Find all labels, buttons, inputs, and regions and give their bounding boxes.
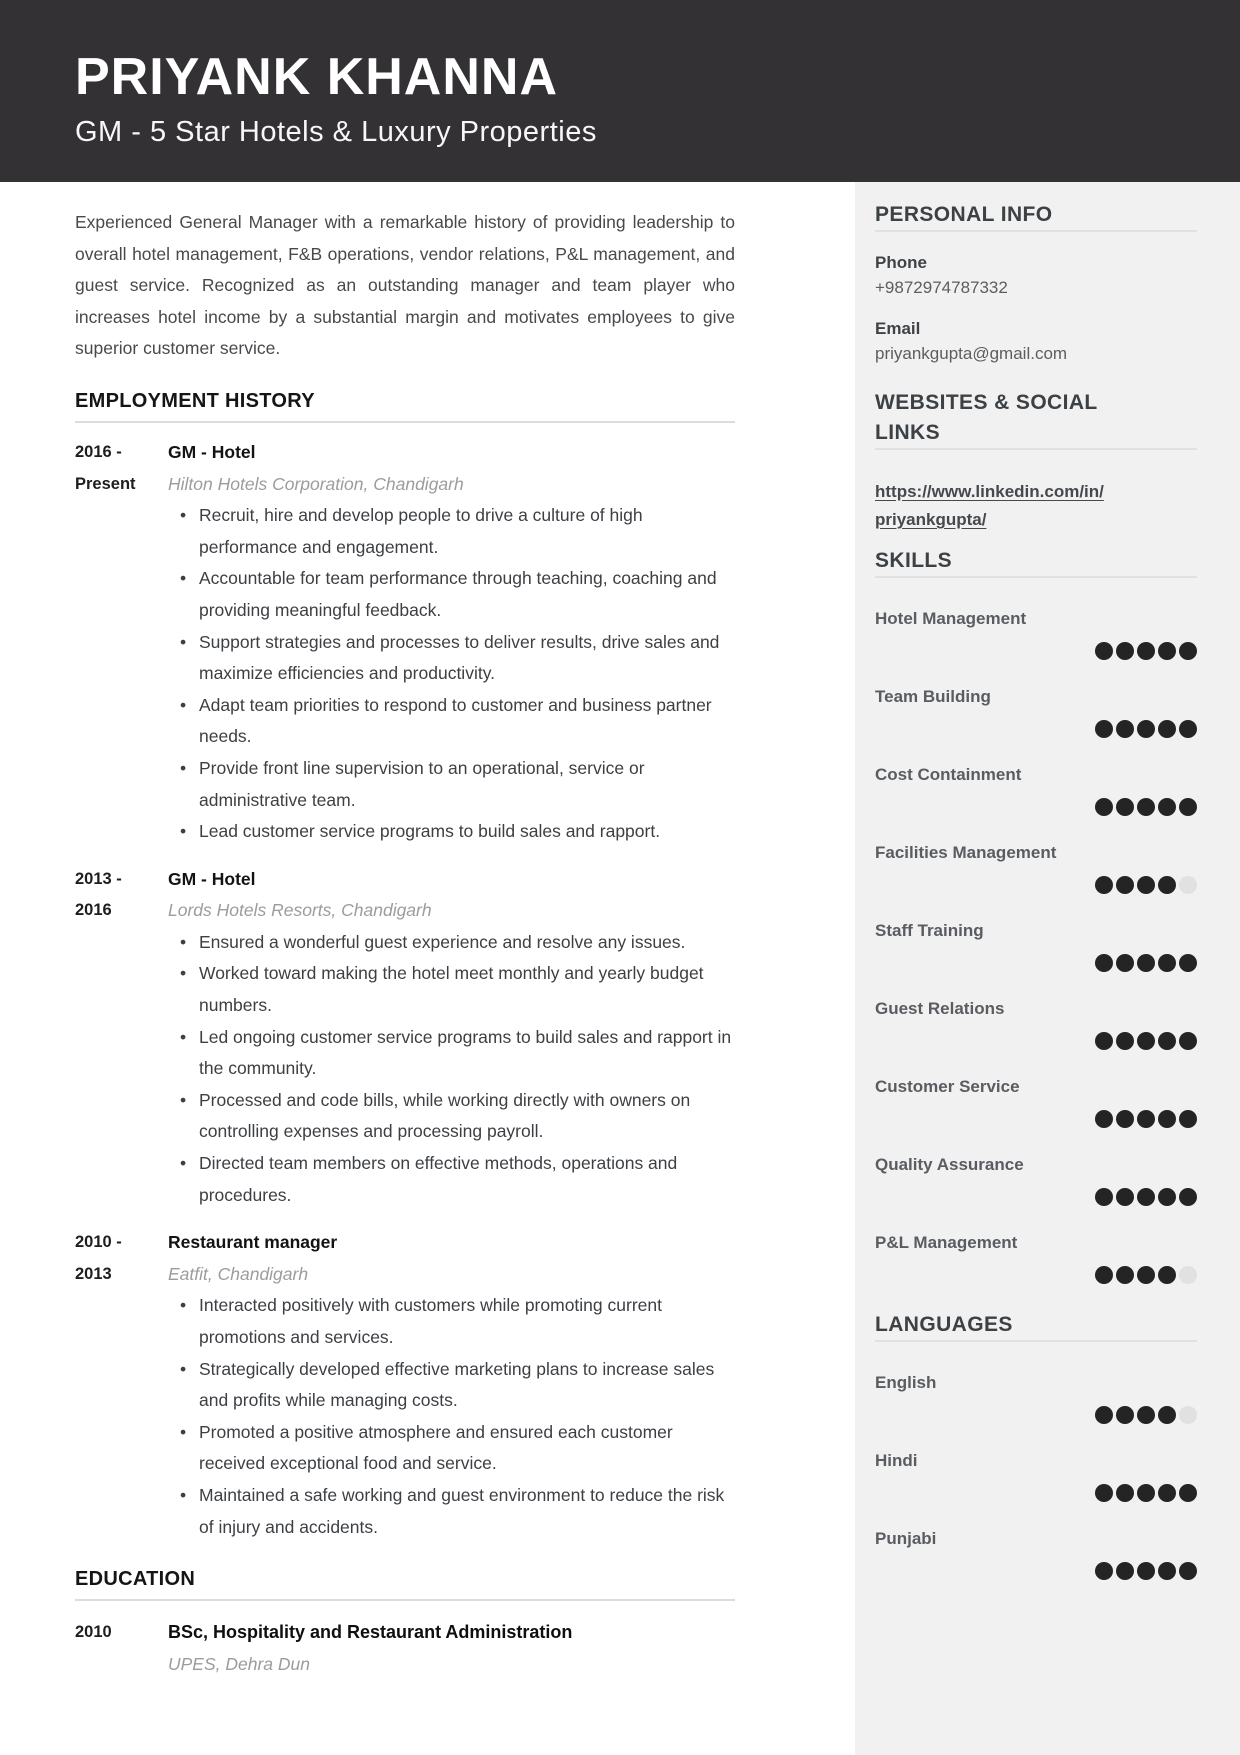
level-dot-filled [1095,1484,1113,1502]
job-company: Lords Hotels Resorts, Chandigarh [168,900,432,921]
education-entry [75,1617,735,1680]
job-bullet: • Support strategies and processes to deliver results, drive sales and maximize efficiencies and productivity. [168,627,735,690]
level-dot-filled [1179,642,1197,660]
job-date: 2016 [75,901,112,920]
level-dot-filled [1137,1484,1155,1502]
phone-label: Phone [875,253,927,272]
level-dot-filled [1116,1188,1134,1206]
job-dates [75,864,168,1212]
skill-dots [875,1484,1197,1502]
skill-name: English [875,1373,937,1392]
person-name: PRIYANK KHANNA [75,48,559,106]
level-dot-filled [1158,876,1176,894]
level-dot-filled [1158,1562,1176,1580]
job-dates [75,1227,168,1543]
skill-item [875,1232,1197,1284]
email-label: Email [875,319,921,338]
skill-name: Staff Training [875,921,984,940]
header [0,0,1240,182]
level-dot-filled [1179,1110,1197,1128]
level-dot-filled [1158,1110,1176,1128]
level-dot-filled [1116,954,1134,972]
level-dot-filled [1137,720,1155,738]
level-dot-filled [1095,954,1113,972]
job-bullet: • Promoted a positive atmosphere and ensured each customer received exceptional food and service. [168,1417,735,1480]
level-dot-filled [1116,1406,1134,1424]
level-dot-filled [1116,1032,1134,1050]
level-dot-filled [1179,1484,1197,1502]
level-dot-filled [1179,798,1197,816]
skill-name: Hindi [875,1451,918,1470]
level-dot-filled [1137,1032,1155,1050]
level-dot-filled [1116,642,1134,660]
job-bullets [168,927,735,1211]
employment-history-section [75,390,735,1543]
level-dot-filled [1179,720,1197,738]
sidebar [855,182,1240,1755]
level-dot-filled [1116,876,1134,894]
job-bullet: • Worked toward making the hotel meet monthly and yearly budget numbers. [168,958,735,1021]
level-dot-filled [1158,1266,1176,1284]
job-bullet: • Led ongoing customer service programs to build sales and rapport in the community. [168,1022,735,1085]
job-bullet: • Provide front line supervision to an operational, service or administrative team. [168,753,735,816]
skill-name: Customer Service [875,1077,1020,1096]
level-dot-filled [1158,798,1176,816]
level-dot-filled [1137,954,1155,972]
level-dot-filled [1158,1188,1176,1206]
level-dot-filled [1137,1562,1155,1580]
level-dot-filled [1158,642,1176,660]
level-dot-filled [1158,1484,1176,1502]
level-dot-filled [1137,876,1155,894]
skill-name: P&L Management [875,1233,1018,1252]
skill-name: Hotel Management [875,609,1027,628]
skill-item [875,998,1197,1050]
level-dot-filled [1179,954,1197,972]
level-dot-filled [1137,1110,1155,1128]
phone-value: +9872974787332 [875,278,1008,297]
skill-dots [875,1406,1197,1424]
websites-heading [875,388,1197,450]
level-dot-filled [1116,1266,1134,1284]
level-dot-filled [1137,1188,1155,1206]
job-bullet: • Lead customer service programs to build sales and rapport. [168,816,735,848]
skill-item [875,842,1197,894]
job-date: 2013 - [75,869,122,888]
skill-item [875,1450,1197,1502]
skill-dots [875,720,1197,738]
level-dot-filled [1095,642,1113,660]
skill-name: Cost Containment [875,765,1022,784]
level-dot-filled [1116,798,1134,816]
level-dot-filled [1137,1266,1155,1284]
job-bullets [168,500,735,848]
job-company: Eatfit, Chandigarh [168,1263,309,1284]
link-line: https://www.linkedin.com/in/ [875,482,1104,501]
skill-dots [875,1188,1197,1206]
linkedin-link[interactable] [875,478,1197,534]
job-date: 2013 [75,1264,112,1283]
level-dot-filled [1095,1406,1113,1424]
websites-heading-text: WEBSITES & SOCIAL LINKS [875,391,1098,444]
level-dot-filled [1158,1032,1176,1050]
job-bullet: • Processed and code bills, while working directly with owners on controlling expenses and processing payroll. [168,1085,735,1148]
level-dot-filled [1116,1562,1134,1580]
job-bullet: • Ensured a wonderful guest experience and resolve any issues. [168,927,735,959]
job-bullet: • Adapt team priorities to respond to customer and business partner needs. [168,690,735,753]
level-dot-filled [1095,1188,1113,1206]
education-section [75,1568,735,1680]
level-dot-filled [1158,1406,1176,1424]
job-bullet: • Directed team members on effective methods, operations and procedures. [168,1148,735,1211]
education-degree: BSc, Hospitality and Restaurant Administration [168,1622,573,1643]
skill-name: Team Building [875,687,991,706]
level-dot-filled [1095,1266,1113,1284]
job-title: Restaurant manager [168,1232,338,1253]
level-dot-filled [1095,720,1113,738]
skill-item [875,1076,1197,1128]
skill-name: Quality Assurance [875,1155,1024,1174]
level-dot-filled [1095,798,1113,816]
profile-summary: Experienced General Manager with a remarkable history of providing leadership to overall hotel management, F&B operations, vendor relations, P&L management, and guest service. Recognized as an outstanding manager and team player who increases hotel income by a substantial margin and motivates employees to give superior customer service. [75,212,735,359]
level-dot-filled [1137,798,1155,816]
level-dot-filled [1179,1562,1197,1580]
skill-item [875,608,1197,660]
skill-item [875,1372,1197,1424]
personal-info-heading: PERSONAL INFO [875,200,1197,232]
job-dates [75,437,168,848]
level-dot-filled [1116,1484,1134,1502]
job-title: GM - Hotel [168,868,256,889]
job-company: Hilton Hotels Corporation, Chandigarh [168,473,464,494]
job-bullet: • Interacted positively with customers while promoting current promotions and services. [168,1290,735,1353]
job-bullet: • Recruit, hire and develop people to drive a culture of high performance and engagement. [168,500,735,563]
level-dot-filled [1095,1110,1113,1128]
skill-item [875,1528,1197,1580]
skill-name: Punjabi [875,1529,937,1548]
person-role: GM - 5 Star Hotels & Luxury Properties [75,116,597,148]
languages-heading: LANGUAGES [875,1310,1197,1342]
level-dot-filled [1116,720,1134,738]
skill-dots [875,1266,1197,1284]
skill-item [875,1154,1197,1206]
skill-item [875,686,1197,738]
skills-list [875,608,1197,1284]
level-dot-filled [1179,1032,1197,1050]
skill-dots [875,1110,1197,1128]
level-dot-empty [1179,876,1197,894]
level-dot-filled [1158,720,1176,738]
level-dot-filled [1095,1032,1113,1050]
job-date: 2016 - [75,442,122,461]
job-bullet: • Strategically developed effective marketing plans to increase sales and profits while managing costs. [168,1354,735,1417]
languages-list [875,1372,1197,1580]
education-body [168,1617,735,1680]
skill-name: Guest Relations [875,999,1005,1018]
job-date: Present [75,474,136,493]
link-line: priyankgupta/ [875,510,987,529]
level-dot-filled [1179,1188,1197,1206]
level-dot-filled [1095,876,1113,894]
employment-history-heading: EMPLOYMENT HISTORY [75,390,735,423]
skills-heading: SKILLS [875,546,1197,578]
skill-dots [875,642,1197,660]
level-dot-filled [1158,954,1176,972]
job-entry [75,864,735,1212]
job-bullet: • Accountable for team performance through teaching, coaching and providing meaningful feedback. [168,563,735,626]
level-dot-filled [1137,642,1155,660]
education-school: UPES, Dehra Dun [168,1653,311,1674]
job-body [168,437,735,848]
skill-dots [875,876,1197,894]
job-date: 2010 - [75,1233,122,1252]
level-dot-filled [1095,1562,1113,1580]
job-entry [75,1227,735,1543]
skill-name: Facilities Management [875,843,1057,862]
email-value: priyankgupta@gmail.com [875,344,1068,363]
main-column [75,182,735,1680]
level-dot-filled [1137,1406,1155,1424]
skill-dots [875,798,1197,816]
level-dot-filled [1116,1110,1134,1128]
job-body [168,1227,735,1543]
skill-dots [875,1032,1197,1050]
skill-item [875,764,1197,816]
level-dot-empty [1179,1406,1197,1424]
job-entry [75,437,735,848]
job-bullet: • Maintained a safe working and guest environment to reduce the risk of injury and accidents. [168,1480,735,1543]
skill-dots [875,1562,1197,1580]
level-dot-empty [1179,1266,1197,1284]
job-body [168,864,735,1212]
skill-item [875,920,1197,972]
job-title: GM - Hotel [168,441,256,462]
education-year: 2010 [75,1623,112,1642]
education-heading: EDUCATION [75,1568,735,1601]
job-bullets [168,1290,735,1543]
jobs-list [75,437,735,1543]
skill-dots [875,954,1197,972]
